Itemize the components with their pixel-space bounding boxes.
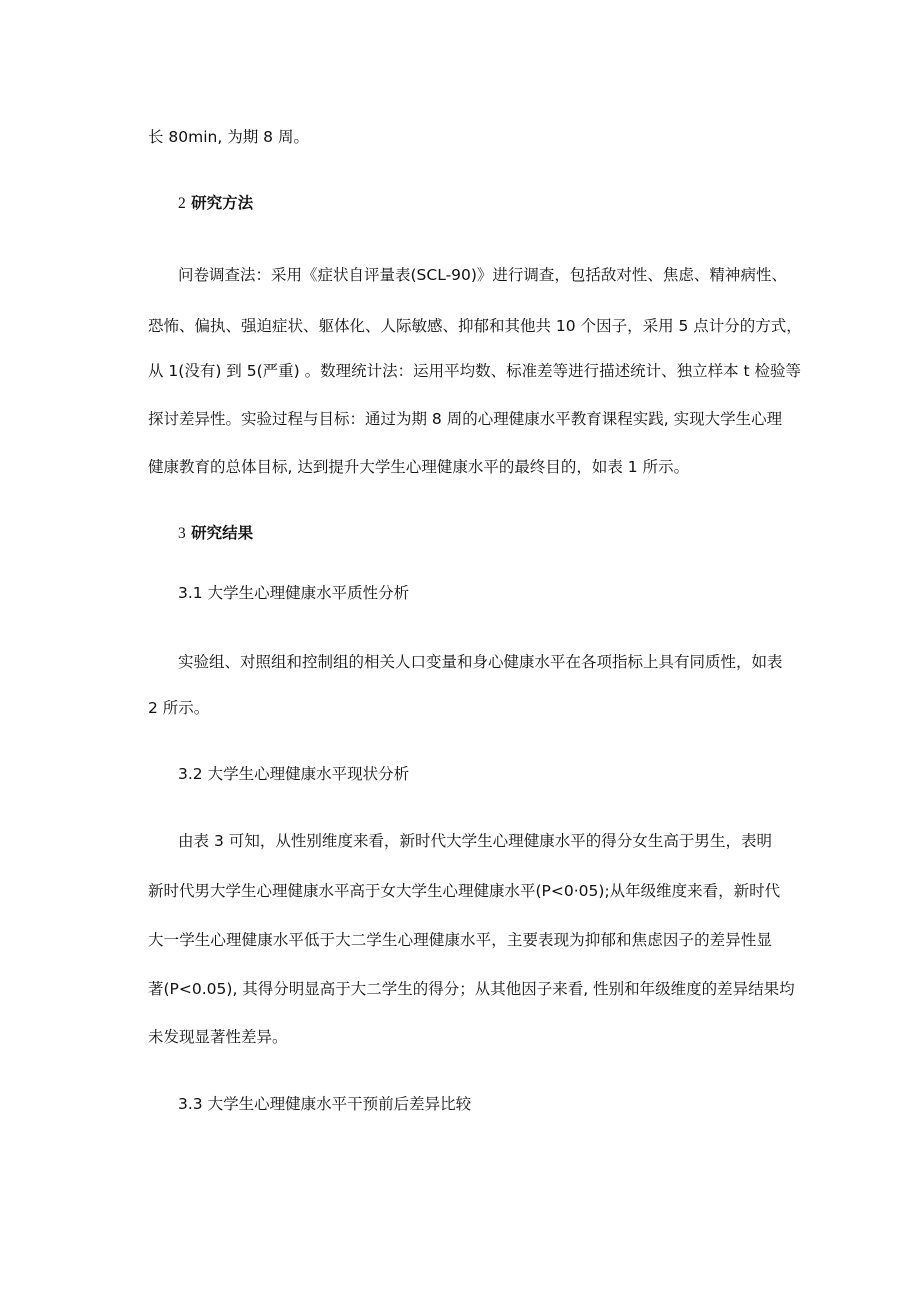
paragraph-line: 大一学生心理健康水平低于大二学生心理健康水平，主要表现为抑郁和焦虑因子的差异性显: [148, 931, 772, 949]
paragraph-line: 由表 3 可知，从性别维度来看，新时代大学生心理健康水平的得分女生高于男生，表明: [178, 832, 772, 850]
section-heading-3: [178, 522, 818, 545]
section-title: 研究结果: [191, 524, 254, 542]
paragraph-line: 从 1(没有) 到 5(严重) 。数理统计法：运用平均数、标准差等进行描述统计、独立样本 t 检验等: [148, 362, 802, 380]
paragraph-line: 探讨差异性。实验过程与目标：通过为期 8 周的心理健康水平教育课程实践, 实现大学生心理: [148, 410, 783, 428]
paragraph-line: 新时代男大学生心理健康水平高于女大学生心理健康水平(P<0·05);从年级维度来看，新时代: [148, 882, 781, 900]
paragraph-line: 2 所示。: [148, 699, 210, 717]
subsection-heading-3-2: 3.2 大学生心理健康水平现状分析: [178, 765, 410, 783]
paragraph-line: 著(P<0.05), 其得分明显高于大二学生的得分；从其他因子来看, 性别和年级维度的差异结果均: [148, 980, 795, 998]
section-title: 研究方法: [191, 194, 254, 212]
paragraph-line: 实验组、对照组和控制组的相关人口变量和身心健康水平在各项指标上具有同质性，如表: [178, 653, 783, 671]
section-number: 3: [178, 525, 186, 542]
section-heading-2: [178, 192, 818, 215]
paragraph-line: 恐怖、偏执、强迫症状、躯体化、人际敏感、抑郁和其他共 10 个因子，采用 5 点计分的方式，: [148, 317, 802, 335]
paragraph-line: 健康教育的总体目标, 达到提升大学生心理健康水平的最终目的，如表 1 所示。: [148, 458, 690, 476]
paragraph-line: 问卷调查法：采用《症状自评量表(SCL-90)》进行调查，包括敌对性、焦虑、精神病性、: [178, 266, 787, 284]
subsection-heading-3-3: 3.3 大学生心理健康水平干预前后差异比较: [178, 1095, 472, 1113]
section-number: 2: [178, 195, 186, 212]
subsection-heading-3-1: 3.1 大学生心理健康水平质性分析: [178, 584, 410, 602]
paragraph-line: 未发现显著性差异。: [148, 1028, 288, 1046]
text-line: 长 80min, 为期 8 周。: [148, 128, 309, 146]
